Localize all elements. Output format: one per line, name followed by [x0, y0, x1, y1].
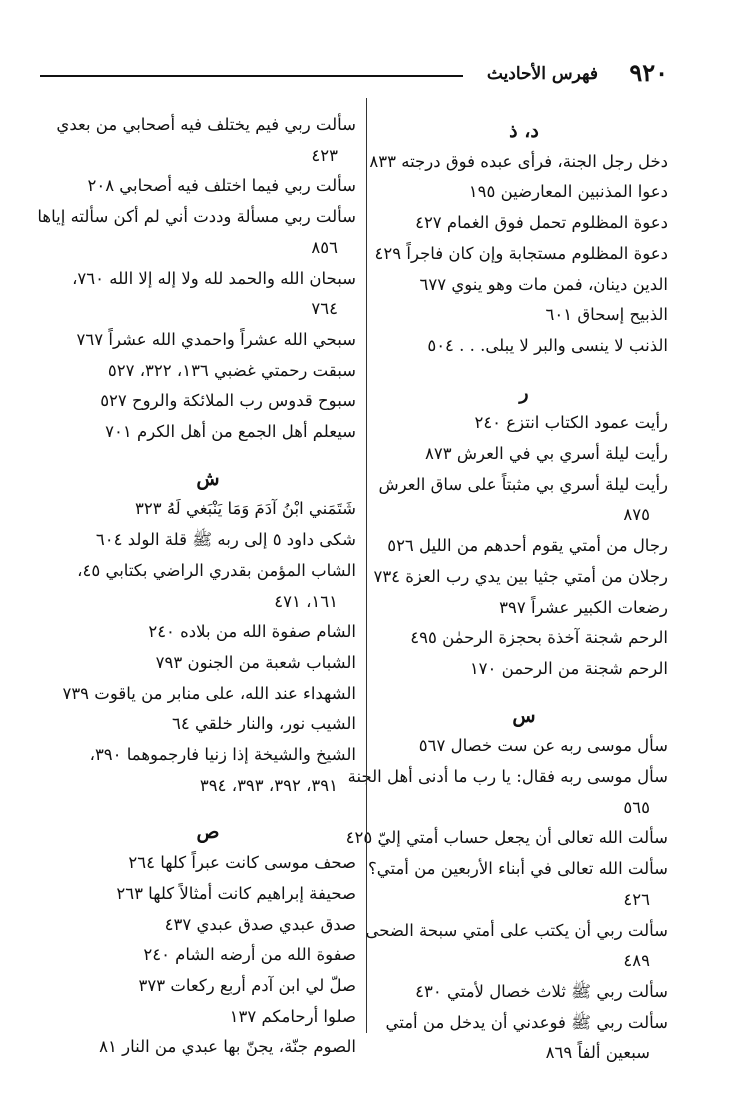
index-entry: الشيب نور، والنار خلقي ٦٤	[172, 714, 356, 734]
index-entry: دعوة المظلوم تحمل فوق الغمام ٤٢٧	[415, 213, 668, 233]
index-entry: سألت ربي فيما اختلف فيه أصحابي ٢٠٨	[87, 176, 356, 196]
index-entry: سألت الله تعالى أن يجعل حساب أمتي إليّ ٤٢٥	[345, 828, 668, 848]
section-spacer	[380, 362, 668, 372]
index-entry: سبوح قدوس رب الملائكة والروح ٥٢٧	[100, 391, 356, 411]
index-entry-continuation: ٣٩١، ٣٩٢، ٣٩٣، ٣٩٤	[199, 775, 338, 795]
index-entry: الرحم شجنة آخذة بحجزة الرحمٰن ٤٩٥	[410, 628, 668, 648]
index-entry-continuation: ٥٦٥	[623, 797, 650, 817]
index-entry: دخل رجل الجنة، فرأى عبده فوق درجته ٨٣٣	[369, 151, 668, 171]
index-entry: رأيت عمود الكتاب انتزع ٢٤٠	[474, 413, 668, 433]
index-entry: سألت ربي ﷺ فوعدني أن يدخل من أمتي	[385, 1012, 668, 1032]
section-letter-heading: ص	[196, 821, 220, 844]
index-entry: سأل موسى ربه عن ست خصال ٥٦٧	[418, 736, 668, 756]
index-entry: الذنب لا ينسى والبر لا يبلى. . . ٥٠٤	[427, 335, 668, 355]
index-entry: الرحم شجنة من الرحمن ١٧٠	[469, 658, 668, 678]
index-entry: رضعات الكبير عشراً ٣٩٧	[499, 597, 668, 617]
index-entry: الذبيح إسحاق ٦٠١	[545, 305, 668, 325]
index-entry: سألت ربي فيم يختلف فيه أصحابي من بعدي	[56, 115, 356, 134]
section-letter-heading: س	[512, 704, 536, 727]
index-entry: شكى داود ٥ إلى ربه ﷺ قلة الولد ٦٠٤	[95, 530, 356, 550]
index-entry: سألت الله تعالى في أبناء الأربعين من أمتي؟	[367, 859, 668, 879]
index-entry: رأيت ليلة أسري بي في العرش ٨٧٣	[425, 444, 668, 464]
page-number: ٩٢٠	[629, 58, 668, 87]
index-entry-continuation: ٤٢٦	[623, 889, 650, 909]
index-entry: صدق عبدي صدق عبدي ٤٣٧	[164, 914, 356, 934]
index-column-left	[37, 110, 356, 1063]
index-entry: صلّ لي ابن آدم أربع ركعات ٣٧٣	[138, 975, 356, 995]
header-rule	[40, 75, 463, 77]
section-letter-heading: ر	[519, 381, 529, 404]
index-entry-continuation: ٧٦٤	[311, 299, 338, 319]
index-column-right	[345, 110, 668, 1069]
index-entry: دعوا المذنبين المعارضين ١٩٥	[468, 182, 668, 202]
index-entry: الشاب المؤمن بقدري الراضي بكتابي ٤٥،	[77, 560, 356, 580]
index-entry: رجلان من أمتي جثيا بين يدي رب العزة ٧٣٤	[373, 566, 668, 586]
section-spacer	[60, 448, 356, 458]
section-letter-heading: ش	[196, 467, 220, 490]
index-entry: رجال من أمتي يقوم أحدهم من الليل ٥٢٦	[387, 536, 668, 556]
index-entry: الشهداء عند الله، على منابر من ياقوت ٧٣٩	[62, 683, 356, 703]
index-entry: صفوة الله من أرضه الشام ٢٤٠	[143, 945, 356, 965]
index-entry: سبحان الله والحمد لله ولا إله إلا الله ٧٦٠،	[72, 268, 356, 288]
index-entry: سبقت رحمتي غضبي ١٣٦، ٣٢٢، ٥٢٧	[107, 360, 356, 380]
index-entry: دعوة المظلوم مستجابة وإن كان فاجراً ٤٢٩	[374, 243, 668, 263]
index-entry: الصوم جنّة، يجنّ بها عبدي من النار ٨١	[99, 1037, 356, 1057]
index-entry: الدين دينان، فمن مات وهو ينوي ٦٧٧	[419, 274, 668, 294]
page-header	[40, 58, 668, 88]
index-entry-continuation: ٤٨٩	[623, 951, 650, 971]
index-entry: صلوا أرحامكم ١٣٧	[229, 1006, 356, 1026]
index-entry: صحيفة إبراهيم كانت أمثالاً كلها ٢٦٣	[116, 883, 356, 903]
index-entry: سألت ربي ﷺ ثلاث خصال لأمتي ٤٣٠	[415, 981, 668, 1001]
running-title: فهرس الأحاديث	[486, 64, 598, 84]
index-entry: الشام صفوة الله من بلاده ٢٤٠	[148, 622, 356, 642]
section-spacer	[380, 685, 668, 695]
index-entry-continuation: ٨٧٥	[623, 505, 650, 525]
index-entry: سيعلم أهل الجمع من أهل الكرم ٧٠١	[105, 422, 356, 442]
index-entry-continuation: ١٦١، ٤٧١	[274, 591, 338, 611]
section-spacer	[60, 801, 356, 811]
index-entry-continuation: سبعين ألفاً ٨٦٩	[545, 1043, 650, 1063]
index-entry: سأل موسى ربه فقال: يا رب ما أدنى أهل الجنة	[347, 767, 668, 787]
index-entry: صحف موسى كانت عبراً كلها ٢٦٤	[128, 853, 356, 873]
index-entry: شَتَمَني ابْنُ آدَمَ وَمَا يَنْبَغي لَهُ ٣٢٣	[135, 499, 356, 519]
index-entry: الشيخ والشيخة إذا زنيا فارجموهما ٣٩٠،	[89, 745, 356, 765]
index-entry: سبحي الله عشراً واحمدي الله عشراً ٧٦٧	[76, 329, 356, 349]
index-entry-continuation: ٤٢٣	[311, 145, 338, 165]
index-entry: سألت ربي أن يكتب على أمتي سبحة الضحى	[365, 920, 668, 940]
index-entry: سألت ربي مسألة وددت أني لم أكن سألته إياها	[37, 207, 356, 227]
index-entry-continuation: ٨٥٦	[311, 237, 338, 257]
index-entry: الشباب شعبة من الجنون ٧٩٣	[155, 652, 356, 672]
index-entry: رأيت ليلة أسري بي مثبتاً على ساق العرش	[378, 474, 668, 494]
section-letter-heading: د، ذ	[509, 120, 539, 142]
column-divider	[366, 98, 367, 1033]
